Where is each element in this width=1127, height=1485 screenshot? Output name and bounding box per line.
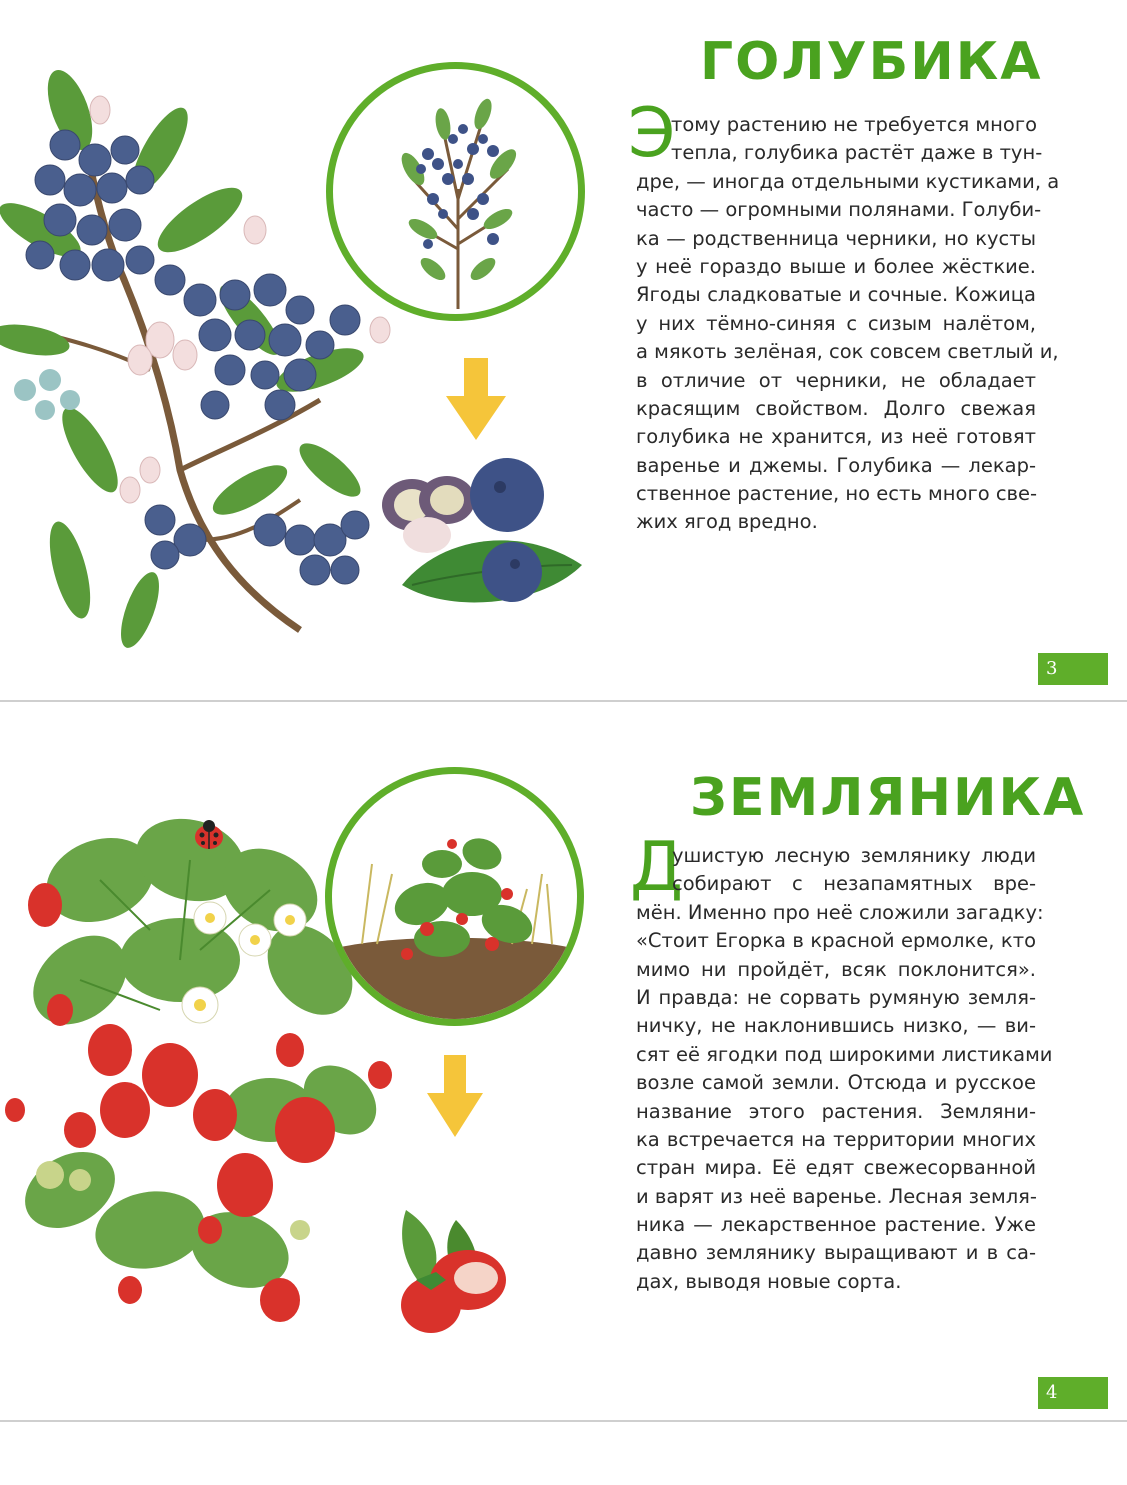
- strawberries-closeup-illustration: [386, 1200, 526, 1335]
- blueberry-bush-illustration: [333, 69, 578, 314]
- page-title: ГОЛУБИКА: [700, 32, 1043, 92]
- text-line: дах, выводя новые сорта.: [636, 1269, 902, 1293]
- text-line: жих ягод вредно.: [636, 510, 818, 534]
- text-line: ка — родственница черники, но кусты: [636, 226, 1036, 250]
- text-line: а мякоть зелёная, сок совсем светлый и,: [636, 340, 1059, 364]
- text-line: «Стоит Егорка в красной ермолке, кто: [636, 929, 1036, 953]
- text-line: давно землянику выращивают и в са-: [636, 1241, 1036, 1265]
- down-arrow-icon: [446, 358, 506, 440]
- text-line: голубика не хранится, из неё готовят: [636, 425, 1036, 449]
- text-line: в отличие от черники, не обладает: [636, 368, 1036, 392]
- blueberry-bush-circle: [326, 62, 585, 321]
- ladybug-icon: [192, 820, 226, 850]
- text-line: тому растению не требуется много: [671, 113, 1037, 136]
- page-strawberry: [0, 710, 1127, 1485]
- page-blueberry: [0, 0, 1127, 700]
- text-line: собирают с незапамятных вре-: [672, 872, 1036, 896]
- text-line: тепла, голубика растёт даже в тун-: [671, 141, 1043, 165]
- text-line: мён. Именно про неё сложили загадку:: [636, 900, 1044, 924]
- text-line: ственное растение, но есть много све-: [636, 482, 1038, 506]
- text-line: И правда: не сорвать румяную земля-: [636, 985, 1036, 1009]
- text-line: сят её ягодки под широкими листиками: [636, 1042, 1053, 1066]
- article-text: [636, 111, 1060, 537]
- text-line: ничку, не наклонившись низко, — ви-: [636, 1014, 1036, 1038]
- blueberries-closeup-illustration: [372, 455, 587, 610]
- text-line: варенье и джемы. Голубика — лекар-: [636, 453, 1036, 477]
- text-line: Ягоды сладковатые и сочные. Кожица: [636, 283, 1036, 307]
- text-line: мимо ни пройдёт, всяк поклонится».: [636, 957, 1036, 981]
- page-bottom-edge: [0, 1420, 1127, 1422]
- page-number: 4: [1038, 1377, 1108, 1409]
- text-line: возле самой земли. Отсюда и русское: [636, 1071, 1036, 1095]
- drop-cap: Э: [628, 94, 676, 173]
- text-line: стран мира. Её едят свежесорванной: [636, 1156, 1036, 1180]
- text-line: красящим свойством. Долго свежая: [636, 396, 1036, 420]
- drop-cap: Д: [630, 828, 684, 907]
- text-line: и варят из неё варенье. Лесная земля-: [636, 1184, 1037, 1208]
- text-line: ка встречается на территории многих: [636, 1127, 1036, 1151]
- page-number: 3: [1038, 653, 1108, 685]
- text-line: ушистую лесную землянику люди: [672, 844, 1036, 867]
- text-line: ника — лекарственное растение. Уже: [636, 1213, 1036, 1237]
- text-line: название этого растения. Земляни-: [636, 1099, 1036, 1123]
- text-line: часто — огромными полянами. Голуби-: [636, 198, 1042, 222]
- page-title: ЗЕМЛЯНИКА: [690, 768, 1086, 828]
- article-text: [636, 842, 1053, 1296]
- text-line: дре, — иногда отдельными кустиками, а: [636, 169, 1060, 193]
- page-divider: [0, 700, 1127, 702]
- down-arrow-icon: [427, 1055, 483, 1137]
- text-line: у них тёмно-синяя с сизым налётом,: [636, 311, 1036, 335]
- strawberry-bush-circle: [325, 767, 584, 1026]
- text-line: у неё гораздо выше и более жёсткие.: [636, 254, 1036, 278]
- strawberry-bush-illustration: [332, 774, 577, 1019]
